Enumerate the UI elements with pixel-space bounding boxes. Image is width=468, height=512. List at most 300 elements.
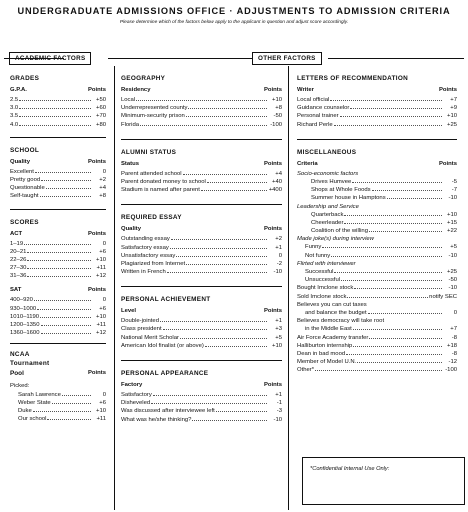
- points-label: Points: [264, 226, 282, 233]
- row-points: -10: [448, 252, 457, 259]
- leader-dots: [19, 124, 91, 126]
- row-points: +60: [96, 105, 106, 112]
- leader-dots: [27, 267, 91, 269]
- row-label: Florida: [121, 121, 140, 128]
- rule: [121, 204, 282, 205]
- rule: [121, 139, 282, 140]
- leader-dots: [41, 332, 92, 334]
- list-item: [121, 104, 282, 112]
- row-label: Unsatisfactory essay: [121, 252, 176, 259]
- row-points: +6: [99, 399, 106, 406]
- row-points: -10: [448, 285, 457, 292]
- list-item: [121, 252, 282, 260]
- row-points: -3: [276, 408, 282, 415]
- leader-dots: [24, 243, 91, 245]
- row-points: -100: [445, 367, 457, 374]
- list-item: [121, 186, 282, 194]
- list-item: [10, 240, 106, 248]
- academic-factors-header: ACADEMIC FACTORS: [9, 52, 91, 65]
- leader-dots: [205, 345, 267, 347]
- row-label: Written in French: [121, 269, 166, 276]
- row-points: +9: [450, 105, 457, 112]
- row-label: Satisfactory essay: [121, 244, 169, 251]
- row-points: +10: [447, 113, 457, 120]
- row-label: 4.0: [10, 121, 19, 128]
- row-points: +1: [275, 392, 282, 398]
- list-item: [297, 178, 457, 186]
- list-item: [297, 227, 457, 235]
- row-points: -5: [451, 178, 457, 185]
- row-label: 3.0: [10, 105, 19, 112]
- row-label: Other*: [297, 367, 315, 374]
- row-label: Halliburton internship: [297, 342, 353, 349]
- leader-dots: [140, 124, 267, 126]
- leader-dots: [33, 410, 91, 412]
- leader-dots: [387, 197, 442, 199]
- points-label: Points: [88, 287, 106, 294]
- row-points: +1: [275, 318, 282, 325]
- list-item: [297, 112, 457, 120]
- leader-dots: [167, 271, 267, 273]
- row-points: +8: [99, 193, 106, 200]
- leader-dots: [27, 275, 91, 277]
- points-label: Points: [88, 158, 106, 165]
- leader-dots: [19, 99, 91, 101]
- achievement-title: PERSONAL ACHIEVEMENT: [121, 296, 211, 304]
- leader-dots: [369, 337, 442, 339]
- leader-dots: [334, 271, 442, 273]
- row-points: +10: [96, 256, 106, 263]
- row-label: Duke: [18, 407, 32, 414]
- list-item: [297, 252, 457, 260]
- rule: [121, 360, 282, 361]
- list-item: [297, 342, 457, 350]
- list-item: [297, 96, 457, 104]
- pool-label: Pool: [10, 370, 24, 378]
- row-label: 3.5: [10, 113, 19, 120]
- row-label: 930–1000: [10, 305, 37, 312]
- geography-title: GEOGRAPHY: [121, 75, 166, 82]
- row-points: -50: [273, 113, 282, 120]
- list-item: [10, 176, 106, 184]
- other-factors-header: OTHER FACTORS: [252, 52, 322, 65]
- leader-dots: [192, 419, 267, 421]
- flirt-label: Flirted with interviewer: [297, 260, 356, 267]
- leader-dots: [19, 107, 91, 109]
- points-label: Points: [88, 370, 106, 377]
- picked-label: Picked:: [10, 383, 30, 390]
- row-points: +10: [272, 342, 282, 349]
- residency-label: Residency: [121, 87, 151, 93]
- row-label: Weber State: [18, 399, 51, 406]
- row-label: Pretty good: [10, 176, 41, 183]
- row-label: and balance the budget: [305, 309, 367, 316]
- row-points: +70: [96, 113, 106, 120]
- row-points: +18: [447, 342, 457, 349]
- row-points: 0: [278, 252, 282, 259]
- row-label: Funny: [305, 244, 322, 251]
- column-divider: [288, 66, 289, 510]
- row-label: Richard Perle: [297, 121, 333, 128]
- row-points: -10: [273, 416, 282, 423]
- row-points: 0: [102, 168, 106, 175]
- row-label: Quarterback: [311, 211, 344, 218]
- row-points: +11: [96, 416, 106, 423]
- row-label: 31–36: [10, 273, 27, 280]
- leader-dots: [201, 189, 267, 191]
- row-label: Double-jointed: [121, 318, 159, 325]
- leader-dots: [207, 181, 267, 183]
- list-item: [10, 399, 106, 407]
- leader-dots: [353, 345, 442, 347]
- list-item: [121, 317, 282, 325]
- confidential-box: [302, 457, 465, 505]
- row-points: -50: [448, 277, 457, 284]
- row-label: 1360–1600: [10, 330, 40, 337]
- leader-dots: [40, 316, 91, 318]
- rule: [10, 137, 106, 138]
- list-item: [10, 168, 106, 176]
- quality-label: Quality: [10, 158, 30, 165]
- rule: [10, 209, 106, 210]
- list-item: [10, 313, 106, 321]
- list-item: [10, 112, 106, 120]
- leader-dots: [52, 402, 91, 404]
- list-item: [121, 235, 282, 243]
- leader-dots: [340, 115, 442, 117]
- row-label: Shops at Whole Foods: [311, 187, 371, 194]
- leader-dots: [350, 107, 442, 109]
- row-points: 0: [453, 309, 457, 316]
- rule: [297, 139, 457, 140]
- row-label: Summer house in Hamptons: [311, 195, 386, 202]
- alumni-header: [121, 159, 282, 170]
- leader-dots: [160, 320, 267, 322]
- leader-dots: [341, 279, 442, 281]
- leader-dots: [346, 353, 442, 355]
- taxes-row: [297, 309, 457, 317]
- leader-dots: [27, 259, 91, 261]
- row-points: 0: [102, 240, 106, 247]
- misc-title: MISCELLANEOUS: [297, 148, 357, 156]
- leader-dots: [171, 238, 267, 240]
- row-points: -8: [451, 334, 457, 341]
- letters-header: [297, 85, 457, 96]
- row-points: -10: [273, 269, 282, 276]
- row-points: +5: [275, 334, 282, 341]
- appearance-title: PERSONAL APPEARANCE: [121, 370, 209, 377]
- grades-title: GRADES: [10, 75, 40, 82]
- leader-dots: [180, 337, 267, 339]
- socio-label: Socio-economic factors: [297, 170, 359, 177]
- list-item: [10, 184, 106, 192]
- leader-dots: [186, 115, 267, 117]
- leader-dots: [344, 214, 442, 216]
- row-points: -7: [451, 187, 457, 194]
- list-item: [10, 121, 106, 129]
- list-item: [10, 272, 106, 280]
- democracy-row: [297, 317, 457, 325]
- list-item: [121, 325, 282, 333]
- academic-column: [10, 72, 106, 423]
- row-label: 2.5: [10, 97, 19, 103]
- list-item: [10, 104, 106, 112]
- leader-dots: [357, 361, 442, 363]
- row-label: Satisfactory: [121, 392, 152, 398]
- leader-dots: [369, 230, 442, 232]
- row-points: +400: [268, 187, 282, 194]
- list-item: [10, 264, 106, 272]
- leader-dots: [331, 255, 442, 257]
- leader-dots: [344, 222, 442, 224]
- row-points: -1: [276, 400, 282, 407]
- leader-dots: [176, 255, 267, 257]
- other-column-1: [121, 72, 282, 424]
- row-points: 0: [102, 391, 106, 398]
- list-item: [10, 329, 106, 337]
- row-points: -10: [448, 195, 457, 202]
- grades-header: [10, 85, 106, 96]
- leader-dots: [41, 324, 92, 326]
- row-label: What was he/she thinking?: [121, 416, 192, 423]
- list-item: [297, 293, 457, 301]
- row-label: 27–30: [10, 265, 27, 272]
- democracy-row: [297, 325, 457, 333]
- points-label: Points: [439, 160, 457, 167]
- list-item: [297, 243, 457, 251]
- leader-dots: [216, 410, 267, 412]
- leader-dots: [330, 99, 442, 101]
- row-points: +50: [96, 97, 106, 103]
- row-label: Local official: [297, 97, 330, 103]
- row-label: Parent attended school: [121, 170, 182, 177]
- appearance-header: [121, 380, 282, 391]
- list-item: [10, 96, 106, 104]
- leader-dots: [163, 328, 267, 330]
- row-points: notify SEC: [429, 293, 457, 300]
- row-label: 22–26: [10, 256, 27, 263]
- list-item: [121, 121, 282, 129]
- row-points: +12: [96, 273, 106, 280]
- row-points: +8: [275, 105, 282, 112]
- leadership-label: Leadership and Service: [297, 203, 359, 210]
- row-label: Local: [121, 97, 136, 103]
- ncaa-title: NCAA: [10, 351, 30, 359]
- leader-dots: [151, 402, 267, 404]
- misc-header: [297, 159, 457, 170]
- leader-dots: [183, 173, 267, 175]
- leader-dots: [46, 187, 91, 189]
- ncaa-header: [10, 368, 106, 379]
- essay-title: REQUIRED ESSAY: [121, 214, 182, 222]
- row-label: Outstanding essay: [121, 236, 170, 243]
- row-label: Coalition of the willing: [311, 228, 368, 235]
- row-points: +10: [96, 407, 106, 414]
- row-points: -2: [276, 260, 282, 267]
- page-title: UNDERGRADUATE ADMISSIONS OFFICE · ADJUSTMENTS TO ADMISSION CRITERIA: [17, 6, 451, 16]
- row-points: +15: [447, 219, 457, 226]
- leader-dots: [27, 251, 91, 253]
- row-points: +25: [447, 269, 457, 275]
- list-item: [10, 305, 106, 313]
- list-item: [10, 248, 106, 256]
- writer-label: Writer: [297, 87, 314, 93]
- points-label: Points: [264, 160, 282, 167]
- gpa-label: G.P.A.: [10, 87, 27, 93]
- row-label: Personal trainer: [297, 113, 339, 120]
- leader-dots: [153, 394, 267, 396]
- school-title: SCHOOL: [10, 146, 40, 154]
- leader-dots: [186, 263, 267, 265]
- row-points: +11: [96, 265, 106, 272]
- leader-dots: [47, 418, 91, 420]
- level-label: Level: [121, 308, 137, 315]
- list-item: [10, 296, 106, 304]
- row-points: +3: [275, 326, 282, 333]
- list-item: [297, 276, 457, 284]
- row-label: Sold Imclone stock: [297, 293, 347, 300]
- other-column-2: [297, 72, 457, 374]
- sat-header: [10, 285, 106, 296]
- row-points: -12: [448, 359, 457, 366]
- row-points: +10: [272, 97, 282, 103]
- list-item: [121, 334, 282, 342]
- alumni-title: ALUMNI STATUS: [121, 148, 177, 156]
- row-label: Air Force Academy transfer: [297, 334, 369, 341]
- confidential-label: *Confidential Internal Use Only:: [310, 466, 390, 472]
- row-label: Plagiarized from Internet: [121, 260, 186, 267]
- leader-dots: [35, 171, 91, 173]
- list-item: [297, 284, 457, 292]
- row-label: 20–21: [10, 248, 27, 255]
- list-item: [297, 104, 457, 112]
- list-item: [297, 186, 457, 194]
- row-label: Minimum-security prison: [121, 113, 185, 120]
- list-item: [297, 194, 457, 202]
- row-points: +1: [275, 244, 282, 251]
- row-label: in the Middle East: [305, 326, 352, 333]
- leader-dots: [334, 124, 442, 126]
- list-item: [297, 350, 457, 358]
- row-label: Dean in bad mood: [297, 350, 346, 357]
- list-item: [121, 112, 282, 120]
- list-item: [121, 96, 282, 104]
- row-label: 1–19: [10, 240, 24, 247]
- row-label: Member of Model U.N.: [297, 359, 357, 366]
- row-label: Cheerleader: [311, 219, 344, 226]
- scores-title: SCORES: [10, 218, 39, 226]
- points-label: Points: [88, 87, 106, 93]
- row-label: Class president: [121, 326, 162, 333]
- rule: [108, 58, 252, 59]
- list-item: [297, 358, 457, 366]
- list-item: [121, 170, 282, 178]
- row-points: +2: [275, 236, 282, 243]
- row-label: American Idol finalist (or above): [121, 342, 204, 349]
- points-label: Points: [264, 87, 282, 93]
- list-item: [297, 211, 457, 219]
- points-label: Points: [88, 230, 106, 237]
- row-points: +10: [447, 211, 457, 218]
- row-points: +10: [96, 313, 106, 320]
- list-item: [297, 334, 457, 342]
- joke-label: Made joke(s) during interview: [297, 236, 374, 243]
- leader-dots: [322, 246, 442, 248]
- row-points: +11: [96, 322, 106, 328]
- list-item: [121, 399, 282, 407]
- list-item: [10, 415, 106, 423]
- points-label: Points: [439, 87, 457, 93]
- taxes-row: [297, 301, 457, 309]
- row-points: +22: [447, 228, 457, 235]
- leader-dots: [354, 287, 442, 289]
- leader-dots: [315, 369, 442, 371]
- row-label: Sarah Lawrence: [18, 391, 61, 398]
- act-label: ACT: [10, 230, 23, 237]
- leader-dots: [40, 195, 92, 197]
- list-item: [10, 192, 106, 200]
- essay-header: [121, 224, 282, 235]
- letters-title: LETTERS OF RECOMMENDATION: [297, 75, 409, 82]
- leader-dots: [347, 296, 428, 298]
- list-item: [297, 219, 457, 227]
- sat-label: SAT: [10, 287, 22, 294]
- ncaa-title: Tournament: [10, 360, 50, 368]
- status-label: Status: [121, 160, 140, 167]
- leader-dots: [62, 394, 91, 396]
- points-label: Points: [264, 382, 282, 388]
- leader-dots: [372, 189, 442, 191]
- list-item: [121, 268, 282, 276]
- page-subtitle: Please determine which of the factors below apply to the applicant in question and adjust score accordingly.: [119, 20, 349, 25]
- row-label: 400–920: [10, 297, 33, 304]
- list-item: [10, 256, 106, 264]
- row-points: +4: [99, 185, 106, 192]
- row-label: Questionable: [10, 185, 45, 192]
- row-label: Stadium is named after parent: [121, 187, 200, 194]
- row-label: National Merit Scholar: [121, 334, 179, 341]
- list-item: [297, 366, 457, 374]
- row-points: +7: [450, 326, 457, 333]
- row-label: Bought Imclone stock: [297, 285, 354, 292]
- row-label: Our school: [18, 416, 47, 423]
- list-item: [10, 321, 106, 329]
- list-item: [10, 391, 106, 399]
- row-label: Guidance counselor: [297, 105, 350, 112]
- row-label: Parent donated money to school: [121, 178, 206, 185]
- school-header: [10, 157, 106, 168]
- leader-dots: [352, 181, 442, 183]
- leader-dots: [34, 299, 91, 301]
- criteria-label: Criteria: [297, 160, 318, 167]
- row-label: Was discussed after interviewee left: [121, 408, 215, 415]
- list-item: [121, 391, 282, 399]
- points-label: Points: [264, 308, 282, 315]
- row-label: Believes you can cut taxes: [297, 301, 367, 308]
- row-label: Self-taught: [10, 193, 39, 200]
- leader-dots: [41, 179, 91, 181]
- list-item: [121, 407, 282, 415]
- achievement-header: [121, 306, 282, 317]
- geography-header: [121, 85, 282, 96]
- list-item: [297, 268, 457, 276]
- row-label: Successful: [305, 269, 334, 275]
- leader-dots: [19, 115, 91, 117]
- act-header: [10, 229, 106, 240]
- row-points: 0: [102, 297, 106, 304]
- column-divider: [114, 66, 115, 510]
- list-item: [10, 407, 106, 415]
